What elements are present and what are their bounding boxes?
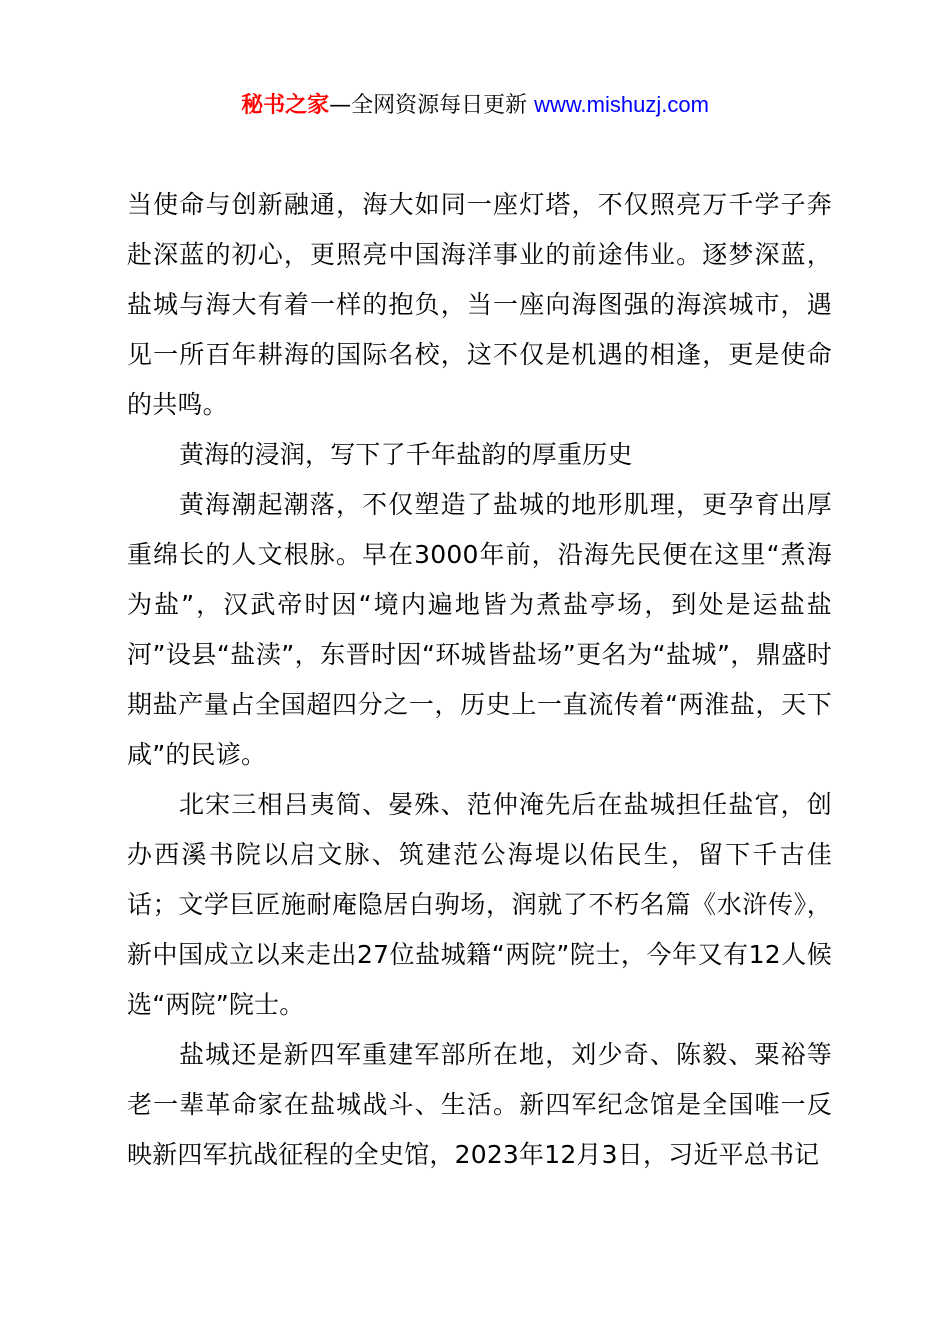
paragraph-history: 黄海潮起潮落，不仅塑造了盐城的地形肌理，更孕育出厚重绵长的人文根脉。早在3000年前，沿海先民便在这里“煮海为盐”，汉武帝时因“境内遍地皆为煮盐亭场，到处是运盐盐河”设县“盐渎”，东晋时因“环城皆盐场”更名为“盐城”，鼎盛时期盐产量占全国超四分之一，历史上一直流传着“两淮盐，天下咸”的民谚。 <box>127 490 832 769</box>
paragraph-revolution: 盐城还是新四军重建军部所在地，刘少奇、陈毅、粟裕等老一辈革命家在盐城战斗、生活。新四军纪念馆是全国唯一反映新四军抗战征程的全史馆，2023年12月3日，习近平总书记 <box>127 1040 832 1169</box>
section-heading: 黄海的浸润，写下了千年盐韵的厚重历史 <box>179 440 633 469</box>
website-link[interactable]: www.mishuzj.com <box>534 92 709 117</box>
paragraph-figures: 北宋三相吕夷简、晏殊、范仲淹先后在盐城担任盐官，创办西溪书院以启文脉、筑建范公海堤以佑民生，留下千古佳话；文学巨匠施耐庵隐居白驹场，润就了不朽名篇《水浒传》，新中国成立以来走出27位盐城籍“两院”院士，今年又有12人候选“两院”院士。 <box>127 790 832 1019</box>
brand-name: 秘书之家 <box>241 93 330 118</box>
paragraph-intro: 当使命与创新融通，海大如同一座灯塔，不仅照亮万千学子奔赴深蓝的初心，更照亮中国海洋事业的前途伟业。逐梦深蓝，盐城与海大有着一样的抱负，当一座向海图强的海滨城市，遇见一所百年耕海的国际名校，这不仅是机遇的相逢，更是使命的共鸣。 <box>127 190 832 419</box>
page-header <box>0 90 950 121</box>
header-tagline: —全网资源每日更新 <box>329 93 535 118</box>
article-body <box>127 180 832 1180</box>
